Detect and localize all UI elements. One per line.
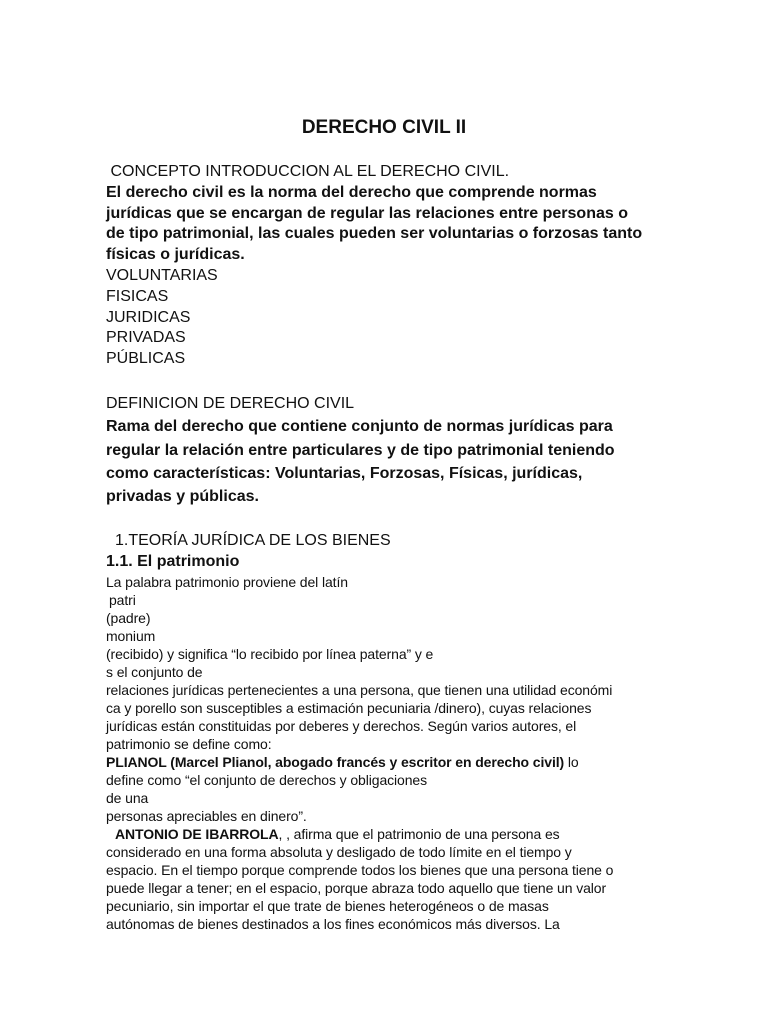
paragraph-line-ibarrola (106, 825, 696, 843)
section-teoria (106, 531, 696, 933)
paragraph-line: (padre) (106, 610, 151, 626)
paragraph-line: (recibido) y significa “lo recibido por línea paterna” y e (106, 646, 434, 662)
paragraph-line: jurídicas que se encargan de regular las relaciones entre personas o (106, 204, 628, 222)
section-definicion (106, 392, 696, 508)
inline-text: , , afirma que el patrimonio de una persona es (278, 826, 560, 842)
list-item: FISICAS (106, 287, 169, 305)
paragraph-line: El derecho civil es la norma del derecho que comprende normas (106, 183, 597, 201)
paragraph-line: espacio. En el tiempo porque comprende todos los bienes que una persona tiene o (106, 862, 614, 878)
inline-text: lo (564, 754, 579, 770)
paragraph-line: patrimonio se define como: (106, 736, 272, 752)
paragraph-line: monium (106, 628, 156, 644)
paragraph-line: de tipo patrimonial, las cuales pueden ser voluntarias o forzosas tanto (106, 225, 643, 243)
paragraph-line: privadas y públicas. (106, 488, 259, 506)
paragraph-patrimonio (106, 573, 696, 933)
subsection-heading: 1.1. El patrimonio (106, 553, 240, 570)
section-concepto (106, 162, 696, 370)
paragraph-line: jurídicas están constituidas por deberes y derechos. Según varios autores, el (106, 718, 577, 734)
paragraph-line: define como “el conjunto de derechos y obligaciones (106, 772, 427, 788)
paragraph-line: regular la relación entre particulares y de tipo patrimonial teniendo (106, 441, 615, 459)
author-name-ibarrola: ANTONIO DE IBARROLA (115, 826, 279, 842)
paragraph-line: patri (109, 592, 136, 608)
section-heading: 1.TEORÍA JURÍDICA DE LOS BIENES (115, 532, 391, 549)
paragraph-line: considerado en una forma absoluta y desligado de todo límite en el tiempo y (106, 844, 572, 860)
paragraph-line: La palabra patrimonio proviene del latín (106, 574, 348, 590)
paragraph-line: como características: Voluntarias, Forzosas, Físicas, jurídicas, (106, 464, 583, 482)
page-title: DERECHO CIVIL II (301, 117, 467, 138)
paragraph-line: puede llegar a tener; en el espacio, porque abraza todo aquello que tiene un valor (106, 880, 607, 896)
list-item: VOLUNTARIAS (106, 266, 218, 284)
list-item: PÚBLICAS (106, 350, 186, 368)
paragraph-line: pecuniario, sin importar el que trate de bienes heterogéneos o de masas (106, 898, 549, 914)
paragraph-line: físicas o jurídicas. (106, 246, 245, 264)
paragraph-line: s el conjunto de (106, 664, 203, 680)
paragraph-line: de una (106, 790, 149, 806)
paragraph-line: personas apreciables en dinero”. (106, 808, 307, 824)
section-heading: DEFINICION DE DERECHO CIVIL (106, 395, 355, 412)
paragraph-line-plianol (106, 753, 696, 771)
list-item: PRIVADAS (106, 329, 186, 347)
section-heading: CONCEPTO INTRODUCCION AL EL DERECHO CIVIL. (106, 163, 510, 180)
paragraph-line: autónomas de bienes destinados a los fines económicos más diversos. La (106, 916, 560, 932)
author-name-plianol: PLIANOL (Marcel Plianol, abogado francés y escritor en derecho civil) (106, 754, 565, 770)
paragraph-line: ca y porello son susceptibles a estimación pecuniaria /dinero), cuyas relaciones (106, 700, 592, 716)
list-item: JURIDICAS (106, 308, 191, 326)
paragraph-line: relaciones jurídicas pertenecientes a una persona, que tienen una utilidad económi (106, 682, 613, 698)
paragraph-line: Rama del derecho que contiene conjunto de normas jurídicas para (106, 418, 613, 436)
